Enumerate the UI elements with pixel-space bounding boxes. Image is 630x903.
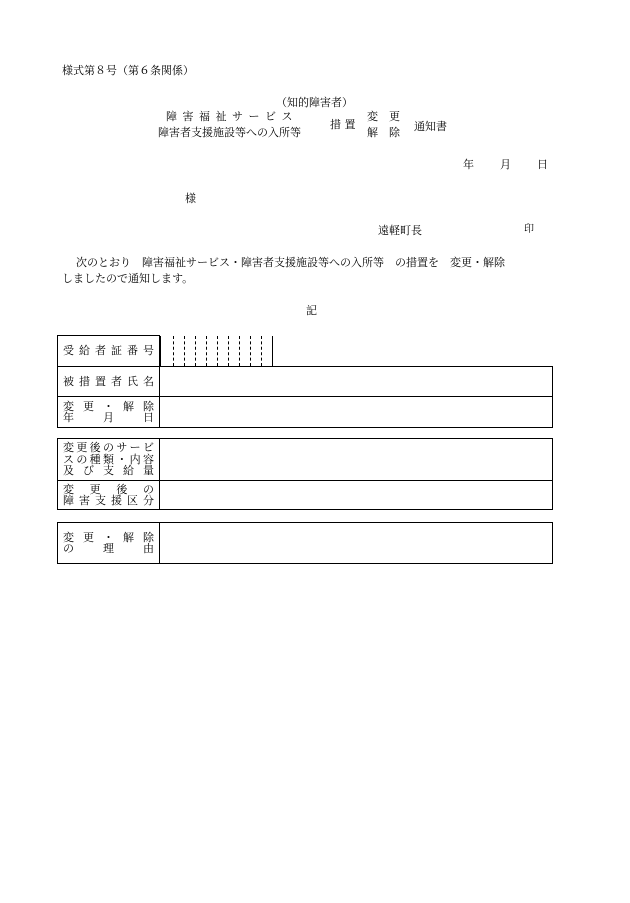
service-change-table (57, 438, 553, 510)
recipient-number-label: 受給者証番号 (63, 344, 154, 358)
support-level-label-b: 障害支援区分 (63, 494, 154, 507)
reason-label-b: の 理 由 (63, 542, 154, 555)
digit-box (262, 336, 273, 366)
title-category: （知的障害者） (276, 96, 353, 109)
title-notice: 通知書 (414, 120, 447, 133)
seal-mark: 印 (524, 224, 534, 235)
digit-box (185, 336, 196, 366)
body-line2: しましたので通知します。 (62, 272, 194, 285)
recipient-number-boxes (160, 336, 553, 366)
change-date-label-b: 年 月 日 (63, 411, 154, 424)
recipient-number-label-cell (58, 336, 160, 367)
ki-marker: 記 (306, 304, 317, 317)
service-type-field[interactable] (160, 439, 553, 481)
title-change-option: 変 更 (367, 110, 400, 123)
change-date-label-a: 変更・解除 (63, 399, 154, 413)
digit-box (229, 336, 240, 366)
digit-box (174, 336, 185, 366)
date-day: 日 (537, 158, 548, 171)
body-line1: 次のとおり 障害福祉サービス・障害者支援施設等への入所等 の措置を 変更・解除 (76, 256, 505, 269)
digit-box (196, 336, 207, 366)
reason-label-cell (58, 523, 160, 564)
subject-name-label: 被措置者氏名 (63, 374, 154, 388)
recipient-honorific: 様 (185, 192, 196, 205)
title-measure: 措 置 (330, 118, 356, 131)
change-date-label-cell (58, 397, 160, 428)
title-release-option: 解 除 (367, 126, 400, 139)
support-level-field[interactable] (160, 481, 553, 510)
recipient-info-table (57, 335, 553, 428)
digit-box (218, 336, 229, 366)
title-service-line2: 障害者支援施設等への入所等 (158, 126, 301, 139)
support-level-label-cell (58, 481, 160, 510)
change-date-field[interactable] (160, 397, 553, 428)
reason-field[interactable] (160, 523, 553, 564)
digit-box (251, 336, 262, 366)
service-type-label-c: 及び支給量 (63, 464, 154, 478)
service-type-label-cell (58, 439, 160, 481)
digit-box (160, 336, 174, 366)
title-service-line1: 障 害 福 祉 サ ー ビ ス (166, 110, 294, 123)
reason-table (57, 522, 553, 564)
service-type-label-b: スの種類・内容 (63, 452, 154, 466)
support-level-label-a: 変 更 後 の (63, 482, 154, 496)
recipient-number-cells[interactable] (160, 336, 553, 367)
digit-box (207, 336, 218, 366)
form-number-label: 様式第８号（第６条関係） (62, 64, 194, 77)
subject-name-field[interactable] (160, 367, 553, 397)
issuer-name: 遠軽町長 (378, 224, 422, 237)
digit-box (240, 336, 251, 366)
subject-name-label-cell (58, 367, 160, 397)
reason-label-a: 変更・解除 (63, 530, 154, 544)
date-month: 月 (500, 158, 511, 171)
date-year: 年 (463, 158, 474, 171)
service-type-label-a: 変更後のサービ (63, 441, 154, 455)
